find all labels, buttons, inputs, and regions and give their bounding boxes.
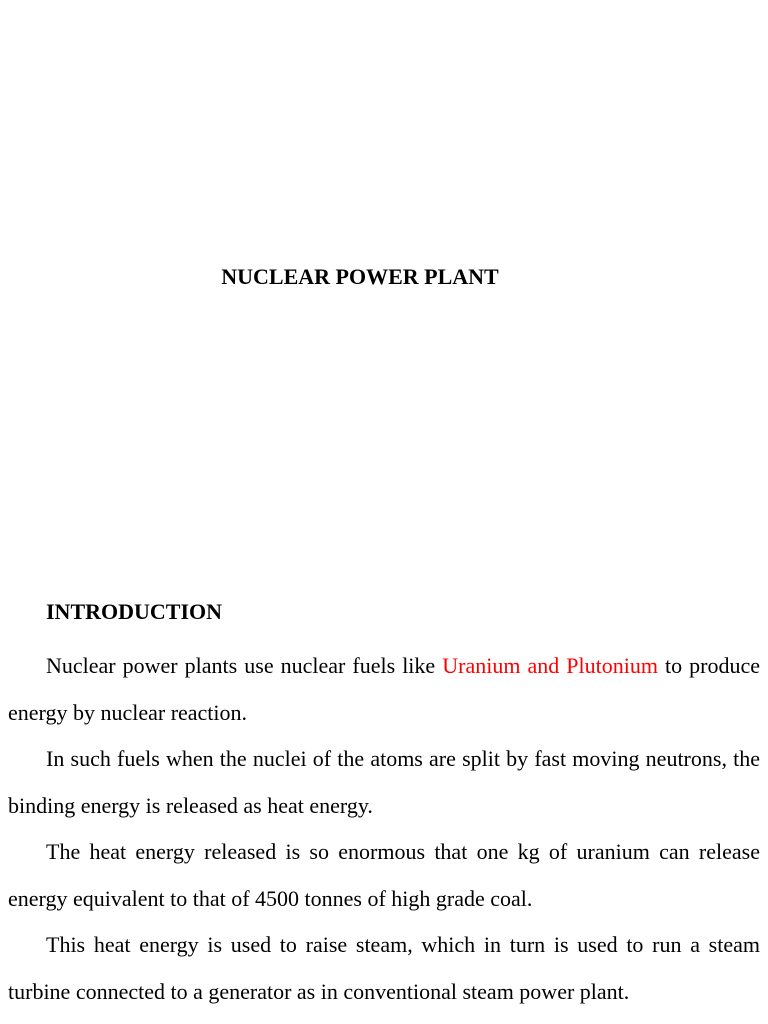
paragraph-2: In such fuels when the nuclei of the atoms are split by fast moving neutrons, the binding energy is released as heat energy. [8, 746, 760, 818]
page-title: NUCLEAR POWER PLANT [221, 264, 499, 289]
highlighted-fuels-text: Uranium and Plutonium [442, 653, 658, 678]
paragraph-1 [8, 643, 760, 736]
paragraph-1-text-after: to produce energy by nuclear reaction. [8, 653, 761, 725]
paragraph-3: The heat energy released is so enormous that one kg of uranium can release energy equivalent to that of 4500 tonnes of high grade coal. [8, 839, 760, 911]
paragraph-1-text-before: Nuclear power plants use nuclear fuels like [46, 653, 443, 678]
paragraph-4: This heat energy is used to raise steam, which in turn is used to run a steam turbine connected to a generator as in conventional steam power plant. [8, 932, 760, 1004]
section-heading-introduction: INTRODUCTION [46, 599, 223, 624]
introduction-body [8, 643, 760, 1015]
